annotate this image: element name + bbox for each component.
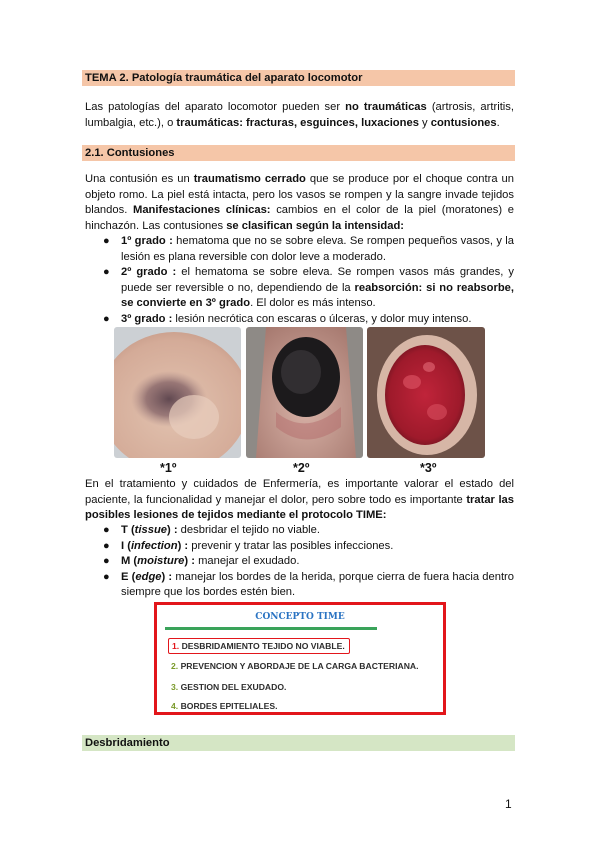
list-item	[103, 539, 514, 555]
time-concept-text: BORDES EPITELIALES.	[180, 701, 278, 711]
grade-text: hematoma que no se sobre eleva. Se rompen pequeños vasos, y la lesión es plana reversible con dolor leve a moderado.	[121, 235, 514, 263]
contusion-photo-grade-3	[367, 327, 485, 458]
time-list	[103, 523, 515, 601]
contusion-bold-3: se clasifican según la intensidad:	[226, 219, 405, 232]
time-concept-number: 1.	[172, 641, 180, 651]
contusion-photo-grade-2	[246, 327, 363, 458]
bullet-icon: ●	[103, 539, 110, 552]
divider	[165, 627, 377, 630]
contusion-text-1: Una contusión es un	[85, 173, 194, 185]
photo-caption-1: *1º	[160, 461, 177, 475]
time-concept-number: 2.	[171, 661, 179, 671]
section-title-contusiones: 2.1. Contusiones	[82, 145, 515, 161]
list-item	[103, 312, 514, 328]
intro-bold-2: traumáticas: fracturas, esguinces, luxaciones	[176, 116, 419, 129]
time-concept-item	[171, 682, 286, 692]
time-label-start: M (	[121, 555, 138, 567]
time-label	[121, 555, 195, 567]
time-concept-figure	[154, 602, 446, 715]
time-label-term: infection	[130, 539, 178, 552]
time-text: desbridar el tejido no viable.	[177, 524, 320, 536]
contusion-bold-2: Manifestaciones clínicas:	[133, 204, 271, 216]
bullet-icon: ●	[103, 555, 110, 567]
time-concept-item	[171, 701, 278, 711]
intro-bold-1: no traumáticas	[345, 101, 427, 113]
section-title-desbridamiento: Desbridamiento	[82, 735, 515, 751]
time-label-end: ) :	[184, 555, 195, 567]
time-concept-item	[171, 661, 419, 671]
contusion-bold-1: traumatismo cerrado	[193, 173, 306, 185]
list-item	[103, 234, 514, 265]
chapter-title: TEMA 2. Patología traumática del aparato locomotor	[82, 70, 515, 86]
grade-label: 2º grado :	[121, 266, 177, 278]
time-text: prevenir y tratar las posibles infecciones.	[188, 539, 394, 552]
list-item	[103, 554, 514, 570]
time-label-start: T (	[121, 524, 135, 536]
contusion-photo-grade-1	[114, 327, 241, 458]
contusion-text-3: cambios en el color de la piel (moratones) e hinchazón. Las contusiones	[85, 204, 514, 232]
list-item	[103, 570, 515, 601]
time-label-start: I (	[121, 539, 131, 552]
time-label	[121, 540, 188, 552]
time-label-end: ) :	[177, 539, 189, 552]
time-concept-text: GESTION DEL EXUDADO.	[180, 682, 287, 692]
time-concept-number: 4.	[171, 701, 179, 711]
grade-text: el hematoma se sobre eleva. Se rompen vasos más grandes, y puede ser reversible o no, dependiendo de la	[121, 266, 514, 294]
grades-list	[103, 234, 514, 327]
time-label-end: ) :	[161, 570, 173, 583]
time-text: manejar el exudado.	[194, 555, 300, 567]
time-label	[121, 524, 178, 536]
treatment-paragraph	[85, 477, 514, 524]
bullet-icon: ●	[103, 312, 110, 325]
list-item	[103, 523, 514, 539]
time-label-term: edge	[135, 570, 162, 583]
intro-text-2: (artrosis, artritis, lumbalgia, etc.), o	[85, 101, 514, 129]
grade-text-2: . El dolor es más intenso.	[250, 297, 376, 309]
intro-paragraph	[85, 100, 514, 131]
time-concept-title: CONCEPTO TIME	[255, 612, 345, 622]
treatment-bold-1: tratar las posibles lesiones de tejidos mediante el protocolo TIME:	[85, 493, 514, 521]
list-item	[103, 265, 514, 312]
time-text: manejar los bordes de la herida, porque cierra de fuera hacia dentro siempre que los bordes estén bien.	[121, 570, 515, 598]
time-concept-text: DESBRIDAMIENTO TEJIDO NO VIABLE.	[181, 641, 345, 651]
grade-text: lesión necrótica con escaras o úlceras, y dolor muy intenso.	[172, 312, 472, 325]
time-concept-number: 3.	[171, 682, 179, 692]
page-number: 1	[505, 797, 512, 811]
treatment-text-1: En el tratamiento y cuidados de Enfermería, es importante valorar el estado del paciente, la funcionalidad y manejar el dolor, pero sobre todo es importante	[85, 478, 514, 506]
intro-text-3: y	[418, 116, 431, 129]
intro-text-4: .	[496, 116, 500, 129]
contusion-text-2: que se produce por el choque contra un objeto romo. La piel está intacta, pero los vasos se rompen y la sangre invade tejidos blandos.	[85, 173, 514, 216]
grade-label: 3º grado :	[121, 312, 173, 325]
grade-bold: reabsorción: si no reabsorbe, se convierte en 3º grado	[121, 281, 514, 309]
time-label-start: E (	[121, 570, 136, 583]
photo-caption-3: *3º	[420, 461, 437, 475]
intro-text-1: Las patologías del aparato locomotor pueden ser	[85, 101, 346, 113]
bullet-icon: ●	[103, 524, 110, 536]
intro-bold-3: contusiones	[430, 116, 497, 129]
time-concept-text: PREVENCION Y ABORDAJE DE LA CARGA BACTERIANA.	[180, 661, 419, 671]
time-label-term: tissue	[134, 524, 168, 536]
bullet-icon: ●	[103, 235, 110, 247]
photo-caption-2: *2º	[293, 461, 310, 475]
contusion-paragraph	[85, 172, 514, 234]
time-label-end: ) :	[167, 524, 178, 536]
time-label-term: moisture	[137, 555, 185, 567]
bullet-icon: ●	[103, 570, 110, 583]
time-concept-item	[168, 638, 350, 654]
bullet-icon: ●	[103, 266, 110, 278]
time-label	[121, 571, 172, 583]
grade-label: 1º grado :	[121, 235, 173, 247]
